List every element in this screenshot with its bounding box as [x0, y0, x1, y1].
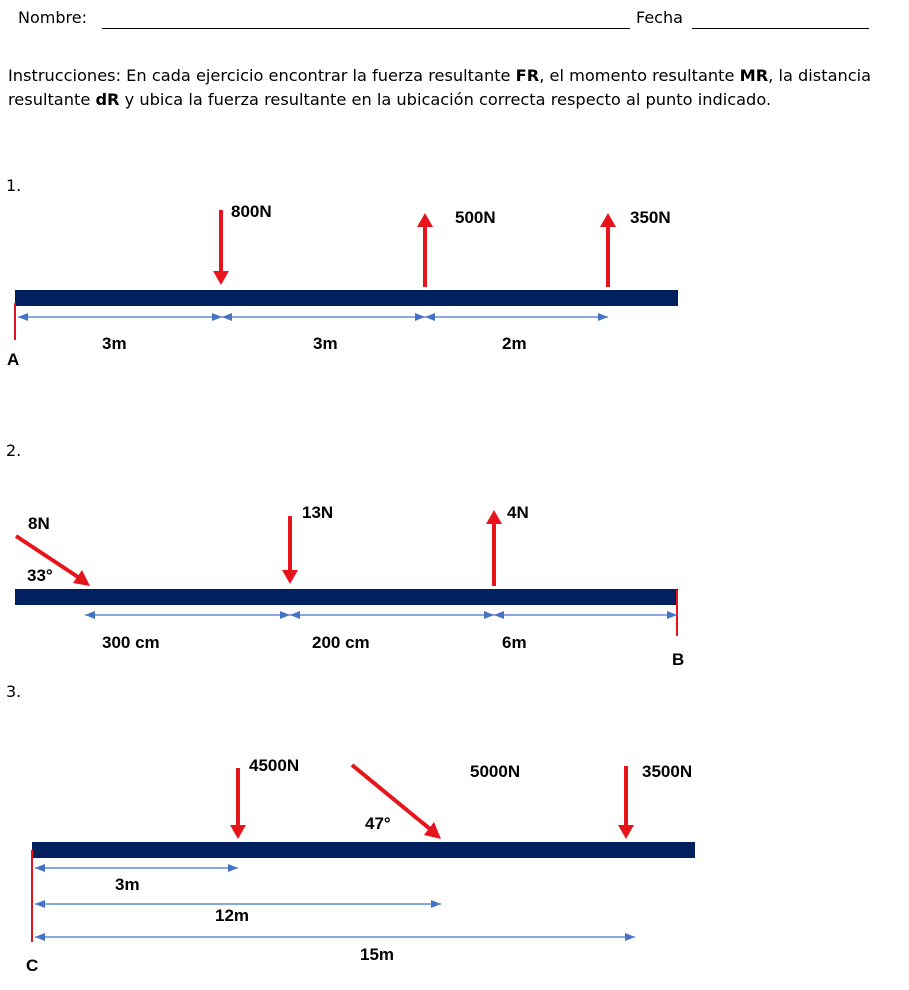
point-label-a: A: [7, 350, 20, 369]
distance-label-1b: 3m: [313, 334, 338, 353]
force-label-350n: 350N: [630, 208, 671, 227]
distance-label-1c: 2m: [502, 334, 527, 353]
distance-label-1a: 3m: [102, 334, 127, 353]
angle-label-33: 33°: [27, 566, 53, 585]
force-label-3500n: 3500N: [642, 762, 693, 781]
nombre-label: Nombre:: [18, 8, 87, 27]
point-label-c: C: [26, 956, 39, 975]
point-label-b: B: [672, 650, 685, 669]
force-label-800n: 800N: [231, 202, 272, 221]
force-4500n-arrow: [230, 768, 246, 839]
force-3500n-arrow: [618, 766, 634, 839]
exercise-2-number: 2.: [6, 441, 22, 460]
exercise-1-number: 1.: [6, 176, 22, 195]
force-label-4n: 4N: [507, 503, 529, 522]
angle-label-47: 47°: [365, 814, 391, 833]
fecha-label: Fecha: [636, 8, 683, 27]
exercise-3-number: 3.: [6, 682, 22, 701]
distance-label-3a: 3m: [115, 875, 140, 894]
instructions: Instrucciones: En cada ejercicio encontrar la fuerza resultante FR, el momento resultante MR, la distancia resultante dR y ubica la fuerza resultante en la ubicación correcta respecto al punto indicado.: [8, 66, 872, 109]
distance-label-3c: 15m: [360, 945, 395, 964]
force-label-13n: 13N: [302, 503, 334, 522]
distance-label-2a: 300 cm: [102, 633, 160, 652]
distance-label-2c: 6m: [502, 633, 527, 652]
force-label-5000n: 5000N: [470, 762, 521, 781]
force-label-8n: 8N: [28, 514, 50, 533]
distance-label-3b: 12m: [215, 906, 250, 925]
force-label-4500n: 4500N: [249, 756, 300, 775]
distance-label-2b: 200 cm: [312, 633, 370, 652]
force-label-500n: 500N: [455, 208, 496, 227]
